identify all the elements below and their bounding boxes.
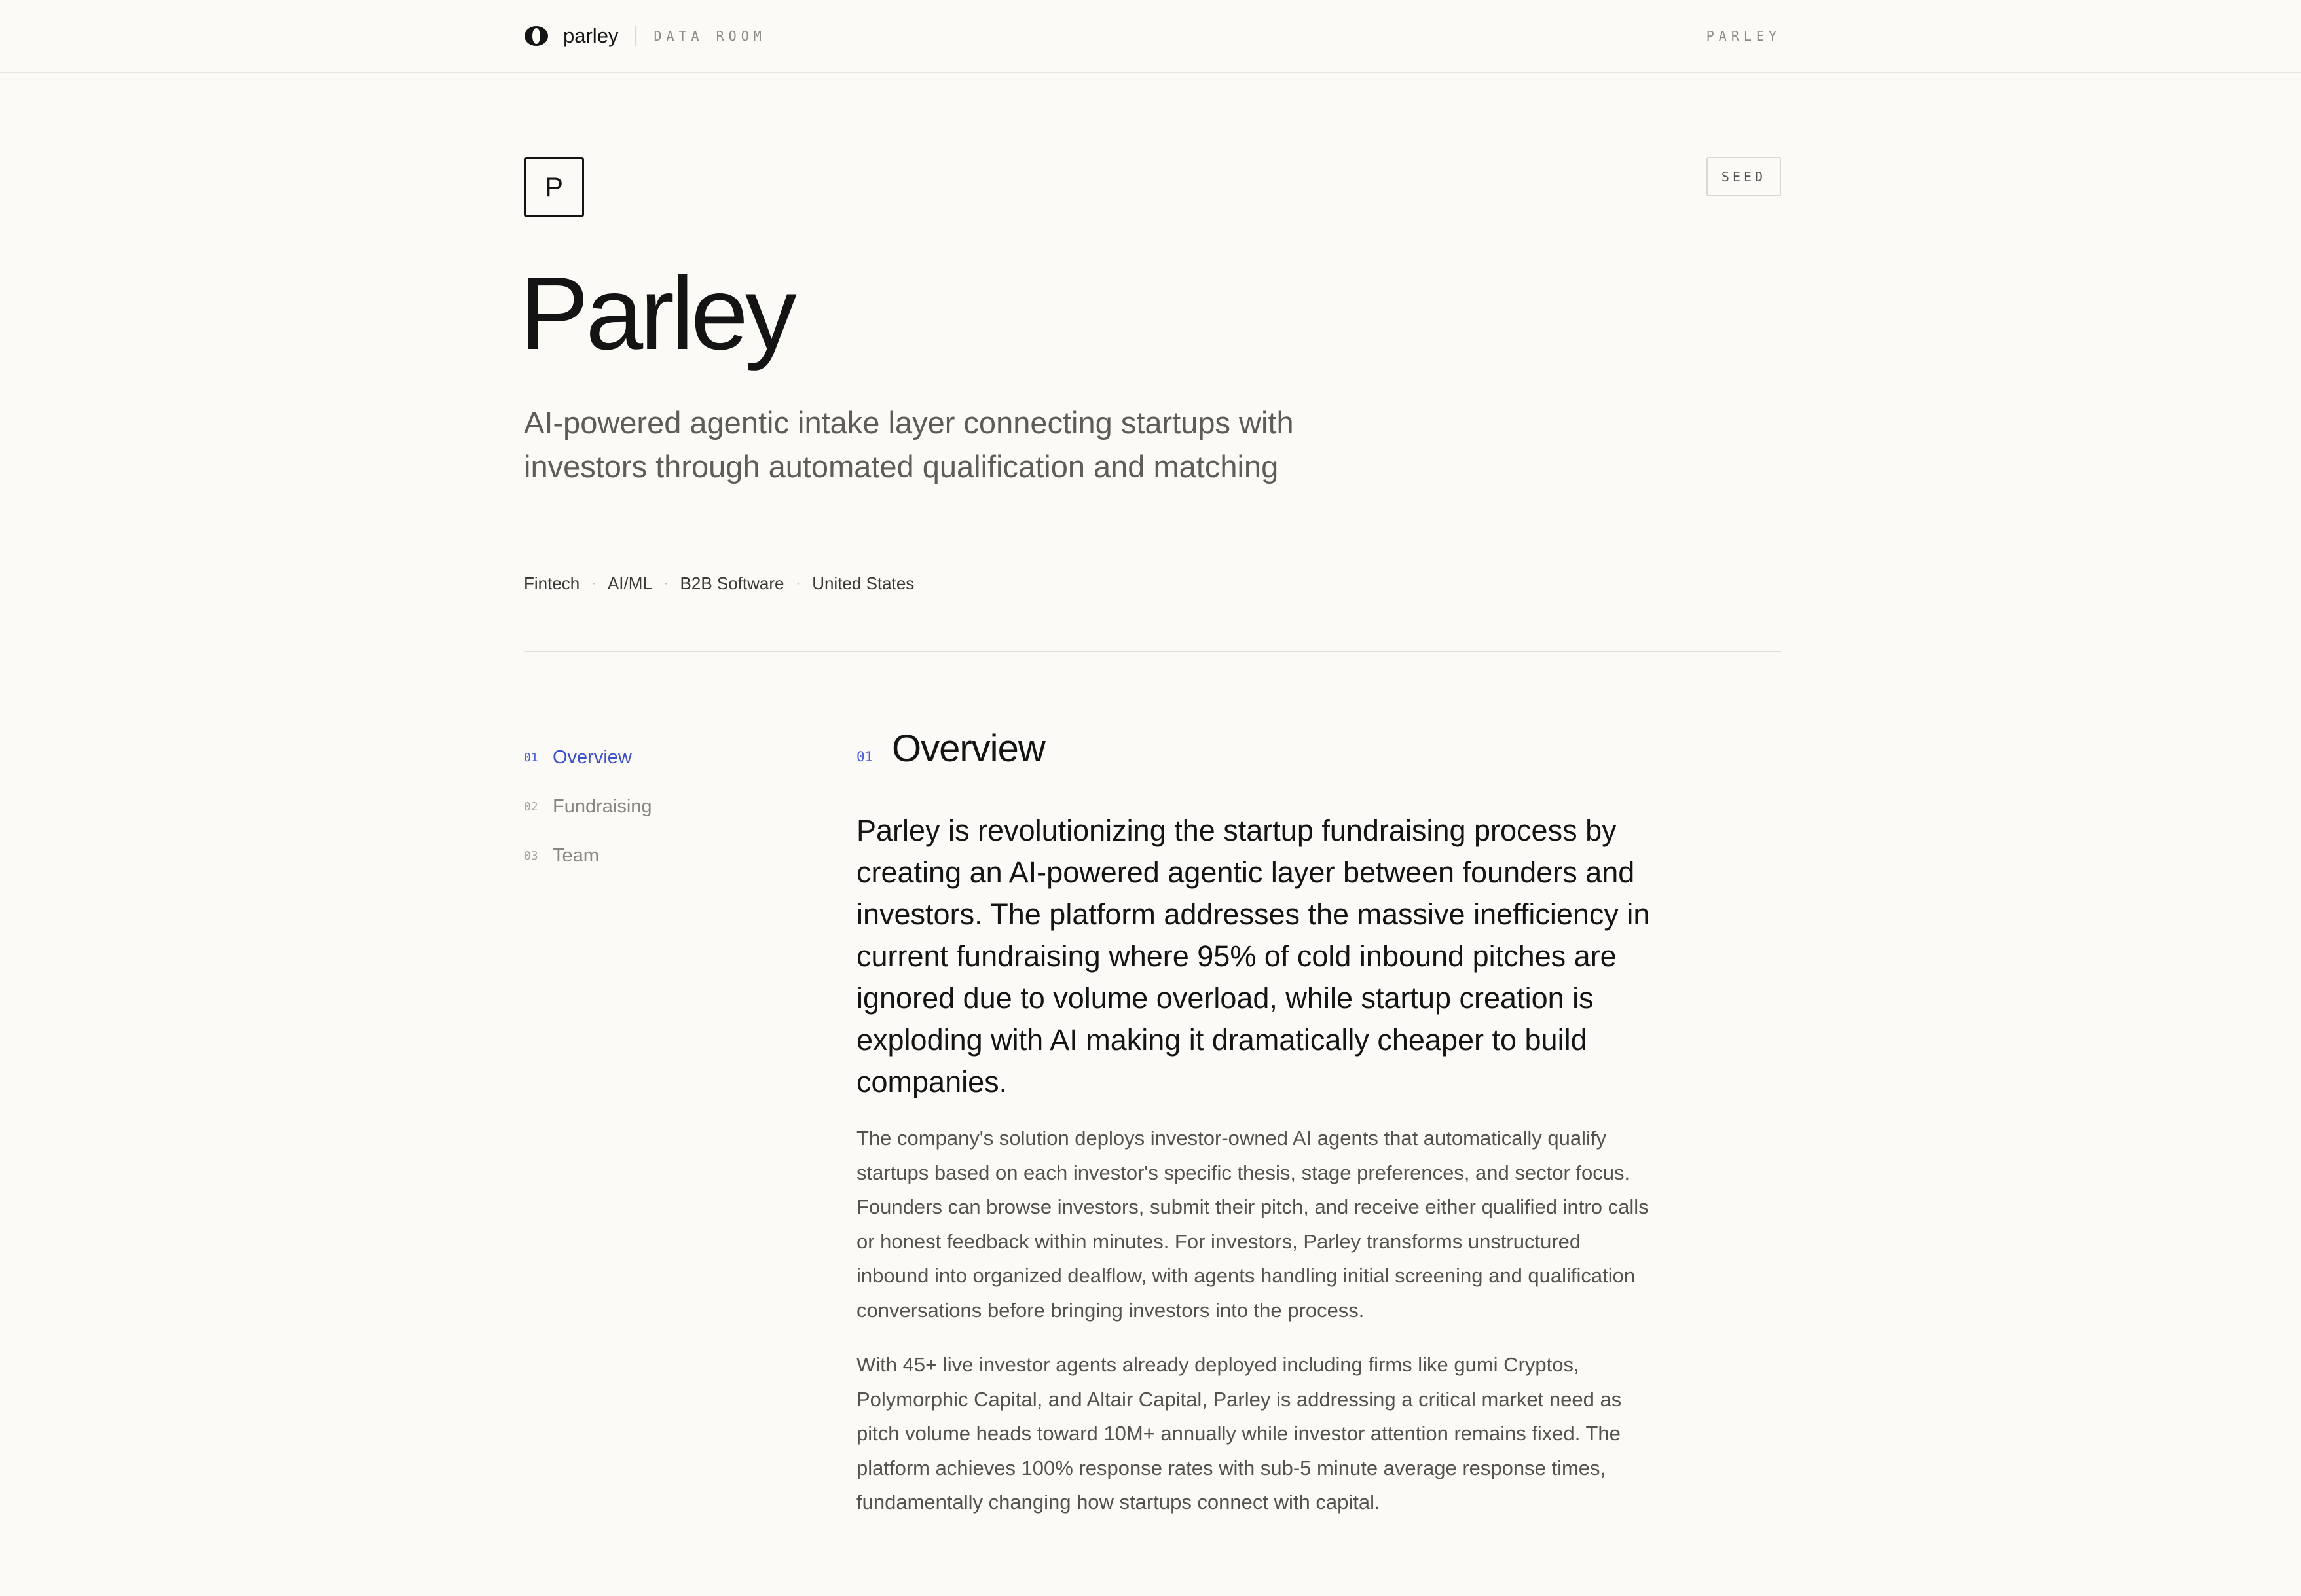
- overview-paragraph: The company's solution deploys investor-owned AI agents that automatically qualify startups based on each investor's specific thesis, stage preferences, and sector focus. Founders can browse investors, submit their pitch, and receive either qualified intro calls or honest feedback within minutes. For investors, Parley transforms unstructured inbound into organized dealflow, with agents handling initial screening and qualification conversations before bringing investors into the process.: [856, 1127, 1649, 1322]
- top-bar: [0, 0, 2301, 73]
- tag-b2b-software: B2B Software: [680, 573, 784, 593]
- brand-divider: [635, 26, 636, 46]
- nav-label: Fundraising: [553, 796, 652, 817]
- nav-item-overview[interactable]: [524, 733, 786, 782]
- section-title: Overview: [892, 727, 1045, 770]
- overview-section: [856, 727, 1655, 1520]
- top-right-label: PARLEY: [1706, 28, 1781, 44]
- nav-label: Overview: [553, 747, 632, 768]
- company-avatar: P: [524, 157, 584, 217]
- company-tagline: AI-powered agentic intake layer connecting startups with investors through automated qualification and matching: [524, 405, 1294, 484]
- section-label: DATA ROOM: [653, 28, 766, 44]
- nav-number: 02: [524, 800, 538, 814]
- brand-name: parley: [563, 24, 619, 47]
- tag-separator: ·: [796, 576, 801, 590]
- company-title: Parley: [520, 256, 794, 371]
- brand[interactable]: [524, 24, 766, 48]
- nav-item-fundraising[interactable]: [524, 782, 786, 831]
- top-bar-inner: [524, 0, 1781, 72]
- tag-separator: ·: [591, 576, 596, 590]
- tag-separator: ·: [663, 576, 669, 590]
- section-heading: [856, 727, 1655, 771]
- nav-number: 03: [524, 849, 538, 863]
- stage-badge: SEED: [1706, 157, 1781, 196]
- section-nav: [524, 733, 786, 880]
- tag-location: United States: [812, 573, 915, 593]
- parley-logo-icon: [524, 26, 549, 46]
- company-tags: [524, 573, 914, 594]
- tag-fintech: Fintech: [524, 573, 580, 593]
- tag-ai-ml: AI/ML: [607, 573, 652, 593]
- nav-label: Team: [553, 845, 599, 866]
- overview-paragraph: With 45+ live investor agents already deployed including firms like gumi Cryptos, Polymorphic Capital, and Altair Capital, Parley is addressing a critical market need as pitch volume heads toward 10M+ annually while investor attention remains fixed. The platform achieves 100% response rates with sub-5 minute average response times, fundamentally changing how startups connect with capital.: [856, 1353, 1622, 1514]
- nav-number: 01: [524, 751, 538, 765]
- overview-lead: Parley is revolutionizing the startup fundraising process by creating an AI-powered agentic layer between founders and investors. The platform addresses the massive inefficiency in current fundraising where 95% of cold inbound pitches are ignored due to volume overload, while startup creation is exploding with AI making it dramatically cheaper to build companies.: [856, 814, 1650, 1098]
- nav-item-team[interactable]: [524, 831, 786, 880]
- hero-divider: [524, 651, 1781, 652]
- section-number: 01: [856, 749, 874, 765]
